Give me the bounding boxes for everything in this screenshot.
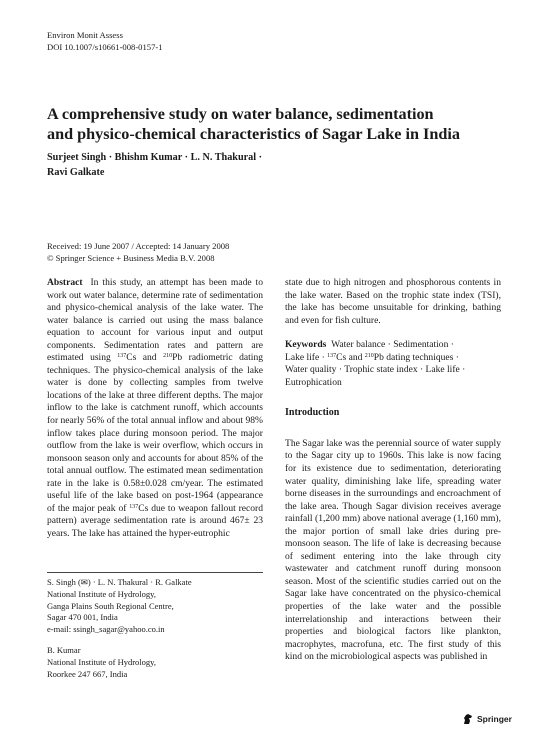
isotope-cs-superscript-2: 137 — [129, 503, 139, 510]
affiliation-2-line: Roorkee 247 667, India — [47, 668, 128, 679]
affiliation-1-line: National Institute of Hydrology, — [47, 588, 156, 599]
left-column — [47, 277, 263, 540]
publisher-logo — [462, 713, 512, 725]
authors-line-2: Ravi Galkate — [47, 167, 105, 178]
journal-header — [47, 29, 163, 53]
publication-dates — [47, 240, 229, 264]
author-list — [47, 150, 327, 180]
keywords-line: Water balance · Sedimentation · — [331, 339, 454, 351]
publisher-name: Springer — [477, 714, 512, 724]
affiliation-1-authors: S. Singh (✉) · L. N. Thakural · R. Galkate — [47, 577, 192, 587]
keywords — [285, 339, 501, 389]
abstract-text-2: Cs and — [126, 352, 164, 364]
affiliation-1-line: Ganga Plains South Regional Centre, — [47, 600, 174, 611]
keywords-line: Eutrophication — [285, 376, 342, 388]
abstract-text-4: Cs due to weapon fallout record pattern) average sedimentation rate is around 467± 23 years. The lake has attained the hyper-eutrophic — [47, 502, 264, 539]
abstract-text-3: Pb radiometric dating techniques. The physico-chemical analysis of the lake water is done by collecting samples from twelve locations of the lake at three different depths. The major inflow to the lake is catchment runoff, which accounts for nearly 56% of the total annual inflow and about 98% inflow takes place during monsoon period. The major outflow from the lake is weir overflow, which occurs in monsoon season only and accounts for about 85% of the total annual outflow. The estimated mean sedimentation rate in the lake is 0.58±0.028 cm/year. The estimated useful life of the lake based on post-1964 (appearance of the major peak of — [47, 352, 263, 514]
abstract — [47, 277, 263, 540]
received-accepted: Received: 19 June 2007 / Accepted: 14 January 2008 — [47, 241, 230, 251]
title-line-2: and physico-chemical characteristics of Sagar Lake in India — [47, 125, 460, 143]
title-line-1: A comprehensive study on water balance, sedimentation — [47, 105, 434, 123]
section-heading-introduction: Introduction — [285, 407, 340, 419]
right-column — [285, 277, 501, 664]
author-affiliations — [47, 577, 263, 680]
isotope-pb-superscript: 210 — [364, 352, 374, 359]
abstract-continuation: state due to high nitrogen and phosphorous contents in the lake water. Based on the trophic state index (TSI), the lake has become unsuitable for drinking, bathing and even for fish culture. — [285, 277, 501, 326]
affiliation-1-line: Sagar 470 001, India — [47, 612, 118, 623]
keywords-line: Cs and — [336, 351, 365, 363]
abstract-label: Abstract — [47, 277, 83, 288]
copyright-notice: © Springer Science + Business Media B.V. 2008 — [47, 253, 215, 263]
authors-line-1: Surjeet Singh · Bhishm Kumar · L. N. Thakural · — [47, 152, 263, 163]
corresponding-email[interactable]: e-mail: ssingh_sagar@yahoo.co.in — [47, 624, 165, 635]
affiliation-2-line: National Institute of Hydrology, — [47, 656, 156, 667]
keywords-label: Keywords — [285, 339, 327, 351]
abstract-text-1: In this study, an attempt has been made to work out water balance, determine rate of sedimentation and physico-chemical analysis of the lake water. The water balance is carried out using the mass balance equation to account for various input and output components. Sedimentation rates and pattern are estimated using — [47, 277, 263, 364]
springer-horse-icon — [462, 713, 474, 725]
isotope-cs-superscript: 137 — [117, 353, 127, 360]
article-title — [47, 104, 517, 144]
footnote-divider — [47, 572, 263, 573]
isotope-pb-superscript: 210 — [163, 353, 173, 360]
keywords-line: Lake life · — [285, 351, 328, 363]
keywords-line: Pb dating techniques · — [373, 351, 459, 363]
doi: DOI 10.1007/s10661-008-0157-1 — [47, 42, 163, 52]
affiliation-2-author: B. Kumar — [47, 644, 81, 655]
isotope-cs-superscript: 137 — [327, 352, 337, 359]
journal-name: Environ Monit Assess — [47, 30, 123, 40]
introduction-text: The Sagar lake was the perennial source of water supply to the Sagar city up to 1960s. This lake is now facing for its existence due to sedimentation, deteriorating water quality, diminishing lake life, spreading water borne diseases in the surroundings and encroachment of the lake area. Though Sagar division receives average rainfall (1,200 mm) above national average (1,160 mm), the major portion of small lake dries during pre-monsoon season. The life of lake is decreasing because of sediment entering into the lake through city wastewater and catchment runoff during monsoon season. Most of the scientific studies carried out on the Sagar lake have concentrated on the physico-chemical properties of the lake water and the possible interrelationship and interactions between their properties and biological factors like plankton, macrophytes, macrofuna, etc. The first study of this kind on the microbiological aspects was published in — [285, 437, 501, 663]
keywords-line: Water quality · Trophic state index · Lake life · — [285, 364, 466, 376]
